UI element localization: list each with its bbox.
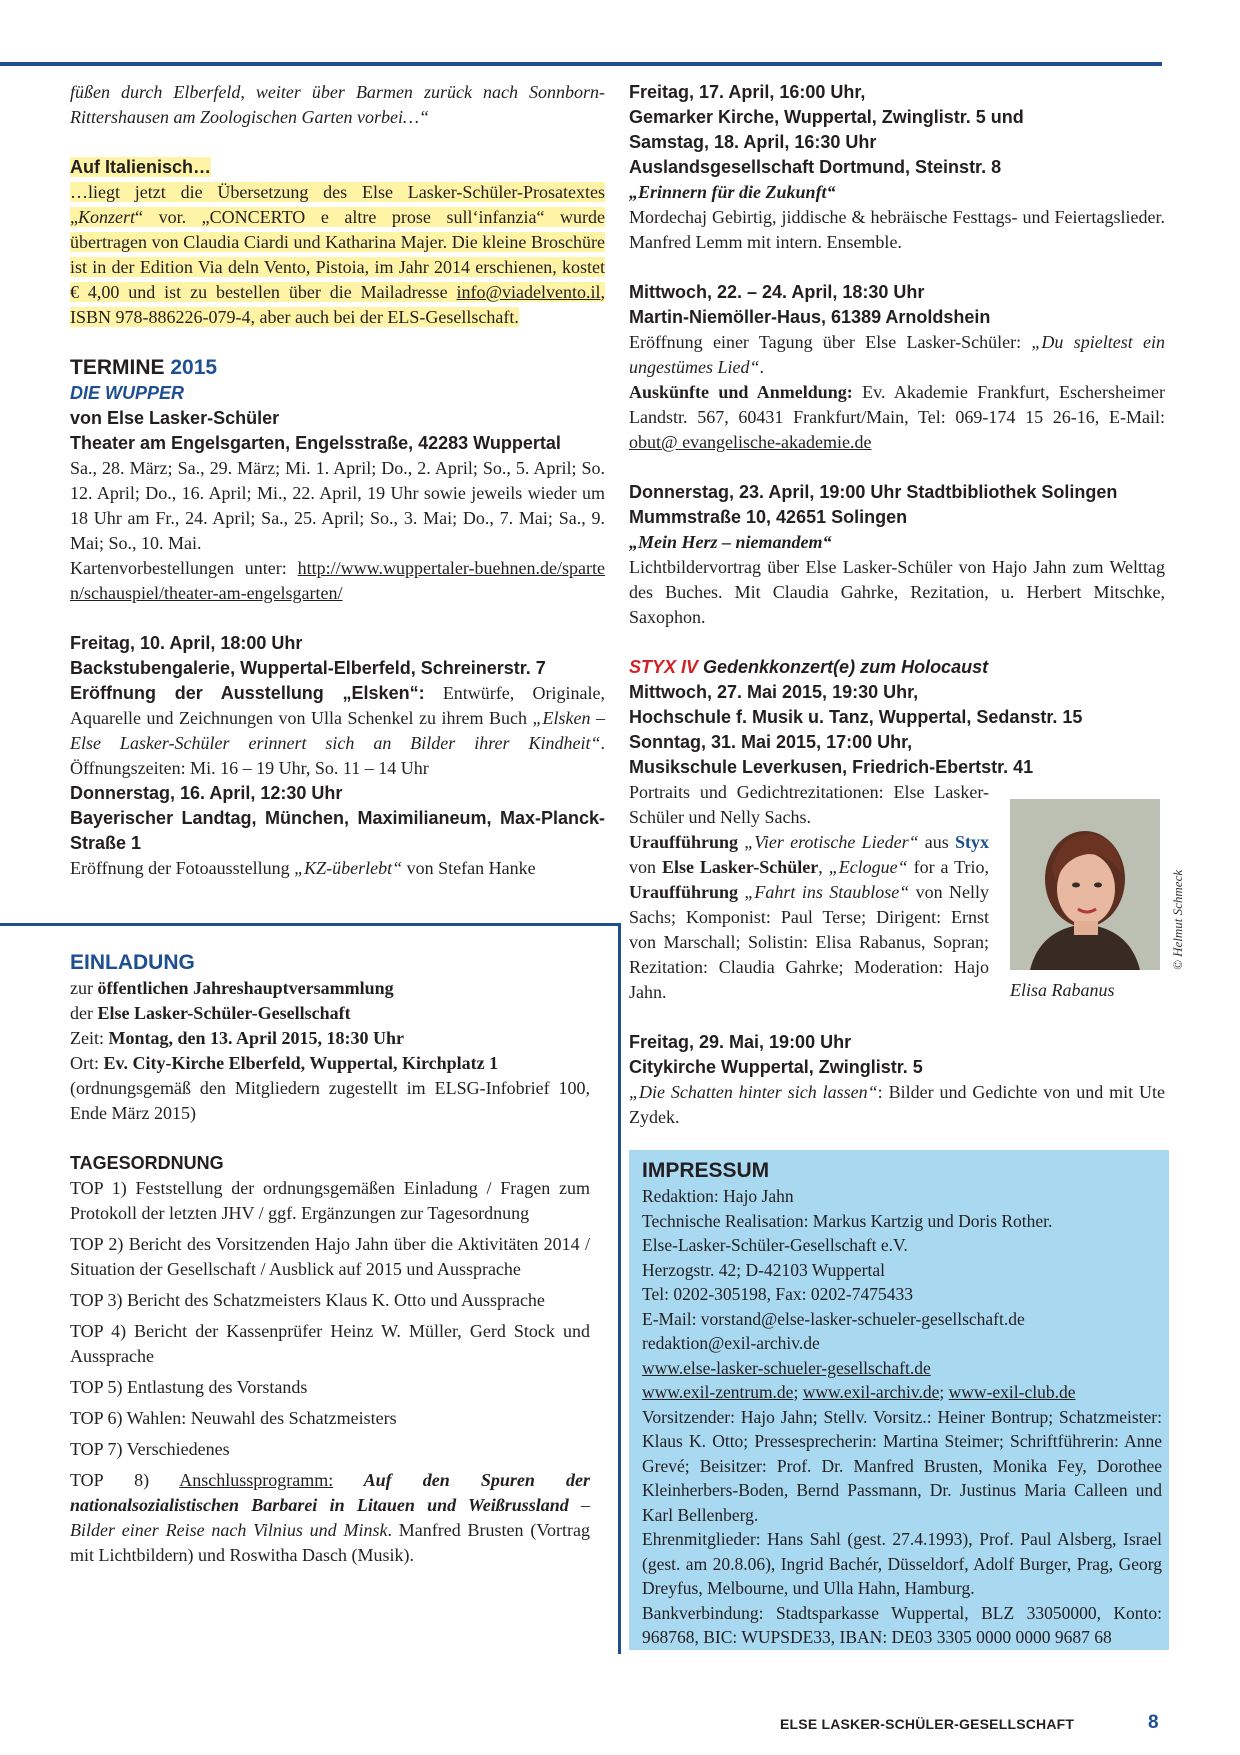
impressum-section: IMPRESSUM Redaktion: Hajo Jahn Technische Realisation: Markus Kartzig und Doris Rother. Else-Lasker-Schüler-Gesellschaft e.V. Herzogstr. 42; D-42103 Wuppertal Tel: 0202-305198, Fax: 0202-7475433 E-Mail: vorstand@else-lasker-schueler-gesellschaft.de redaktion@exil-archiv.de www.else-lasker-schueler-gesellschaft.de www.exil-zentrum.de; www.exil-archiv.de; www-exil-club.de Vorsitzender: Hajo Jahn; Stellv. Vorsitz.: Heiner Bontrup; Schatzmeister: Klaus K. Otto; Pressesprecherin: Martina Steimer; Schriftführerin: Anne Grevé; Beisitzer: Prof. Dr. Manfred Brusten, Monika Fey, Dorothee Kleinherbers-Boden, Bernd Passmann, Dr. Justinus Maria Calleen und Karl Bellenberg. Ehrenmitglieder: Hans Sahl (gest. 27.4.1993), Prof. Paul Alsberg, Israel (gest. am 20.8.06), Ingrid Bachér, Düsseldorf, Adolf Burger, Prag, Georg Dreyfus, Melbourne, und Ulla Hahn, Hamburg. Bankverbindung: Stadtsparkasse Wuppertal, BLZ 33050000, Konto: 968768, BIC: WUPSDE33, IBAN: DE03 3305 0000 0000 9687 68 [642,1158,1162,1650]
event-april-17-title: „Erinnern für die Zukunft“ [629,182,836,202]
akademie-email-link[interactable]: obut@ evangelische-akademie.de [629,432,872,452]
impressum-email-2: redaktion@exil-archiv.de [642,1333,820,1353]
event-april-10-text: Eröffnung der Ausstellung „Elsken“: Entwürfe, Originale, Aquarelle und Zeichnungen von Ulla Schenkel zu ihrem Buch „Elsken – Else Lasker-Schüler erinnert sich an Bilder ihrer Kindheit“. Öffnungszeiten: Mi. 16 – 19 Uhr, So. 11 – 14 Uhr [70,683,606,778]
einladung-line-2: der Else Lasker-Schüler-Gesellschaft [70,1003,351,1023]
termine-tickets: Kartenvorbestellungen unter: http://www.wuppertaler-buehnen.de/sparten/schauspiel/theater-am-engelsgarten/ [70,558,605,603]
event-april-22-info: Auskünfte und Anmeldung: Ev. Akademie Frankfurt, Eschersheimer Landstr. 567, 60431 Frankfurt/Main, Tel: 069-174 15 26-16, E-Mail: obut@ evangelische-akademie.de [629,382,1165,452]
einladung-time: Zeit: Montag, den 13. April 2015, 18:30 Uhr [70,1028,405,1048]
footer-label: ELSE LASKER-SCHÜLER-GESELLSCHAFT [780,1716,1075,1732]
agenda-item-2: TOP 2) Bericht des Vorsitzenden Hajo Jahn über die Aktivitäten 2014 / Situation der Gesellschaft / Ausblick auf 2015 und Aussprache [70,1234,590,1279]
italian-title: Konzert [78,207,136,227]
photo-credit: © Helmut Schmeck [1170,869,1185,970]
event-april-16-date: Donnerstag, 16. April, 12:30 Uhr [70,783,343,803]
termine-author: von Else Lasker-Schüler [70,408,280,428]
event-april-10-date: Freitag, 10. April, 18:00 Uhr [70,633,303,653]
agenda-item-8: TOP 8) Anschlussprogramm: Auf den Spuren der nationalsozialistischen Barbarei in Litauen und Weißrussland – Bilder einer Reise nach Vilnius und Minsk. Manfred Brusten (Vortrag mit Lichtbildern) und Roswitha Dasch (Musik). [70,1470,591,1565]
impressum-email: E-Mail: vorstand@else-lasker-schueler-gesellschaft.de [642,1308,1025,1329]
event-may-29: Freitag, 29. Mai, 19:00 Uhr Citykirche Wuppertal, Zwinglistr. 5 „Die Schatten hinter sich lassen“: Bilder und Gedichte von und mit Ute Zydek. [629,1032,1166,1127]
impressum-bank: Bankverbindung: Stadtsparkasse Wuppertal, BLZ 33050000, Konto: 968768, BIC: WUPSDE33, IBAN: DE03 3305 0000 0000 9687 68 [642,1602,1162,1647]
event-april-17: Freitag, 17. April, 16:00 Uhr, Gemarker Kirche, Wuppertal, Zwinglistr. 5 und Samstag, 18. April, 16:30 Uhr Auslandsgesellschaft Dortmund, Steinstr. 8 „Erinnern für die Zukunft“ Mordechaj Gebirtig, jiddische & hebräische Festtags- und Feiertagslieder. Manfred Lemm mit intern. Ensemble. [629,80,1165,255]
event-april-22-text: Eröffnung einer Tagung über Else Lasker-Schüler: „Du spieltest ein ungestümes Lied“. [629,332,1165,377]
exil-club-link[interactable]: www-exil-club.de [948,1382,1076,1402]
impressum-honor: Ehrenmitglieder: Hans Sahl (gest. 27.4.1993), Prof. Paul Alsberg, Israel (gest. am 20.8.06), Ingrid Bachér, Düsseldorf, Adolf Burger, Prag, Georg Dreyfus, Melbourne, und Ulla Hahn, Hamburg. [642,1529,1162,1598]
impressum-title: IMPRESSUM [642,1159,770,1182]
event-april-10 [70,631,605,781]
styx-text-2: Uraufführung „Vier erotische Lieder“ aus Styx von Else Lasker-Schüler, „Eclogue“ for a Trio, Uraufführung „Fahrt ins Staublose“ von Nelly Sachs; Komponist: Paul Terse; Dirigent: Ernst von Marschall; Solistin: Elisa Rabanus, Sopran; Rezitation: Claudia Gahrke; Moderation: Hajo Jahn. [629,832,990,1002]
italian-section [70,155,605,330]
styx-heading: STYX IV Gedenkkonzert(e) zum Holocaust [629,657,989,677]
event-april-23: Donnerstag, 23. April, 19:00 Uhr Stadtbibliothek Solingen Mummstraße 10, 42651 Solingen „Mein Herz – niemandem“ Lichtbildervortrag über Else Lasker-Schüler von Hajo Jahn zum Welttag des Buches. Mit Claudia Gahrke, Rezitation, u. Herbert Mitschke, Saxophon. [629,482,1165,627]
exil-links: www.exil-zentrum.de; www.exil-archiv.de; www-exil-club.de [642,1382,1076,1402]
exil-archiv-link[interactable]: www.exil-archiv.de [802,1382,940,1402]
italian-heading: Auf Italienisch… [70,157,212,177]
right-column [629,80,1165,1130]
italian-email-link[interactable]: info@viadelvento.il [456,282,601,302]
einladung-place: Ort: Ev. City-Kirche Elberfeld, Wuppertal, Kirchplatz 1 [70,1053,499,1073]
website-link[interactable]: www.else-lasker-schueler-gesellschaft.de [642,1357,931,1378]
termine-title: TERMINE 2015 [70,356,218,379]
left-column [70,80,605,881]
einladung-title: EINLADUNG [70,951,195,974]
agenda-item-7: TOP 7) Verschiedenes [70,1439,230,1459]
portrait-photo [1010,799,1160,970]
photo-caption: Elisa Rabanus [1010,980,1115,1000]
event-april-16 [70,781,605,881]
agenda-item-3: TOP 3) Bericht des Schatzmeisters Klaus K. Otto und Aussprache [70,1290,545,1310]
tickets-link[interactable]: http://www.wuppertaler-buehnen.de/sparten/schauspiel/theater-am-engelsgarten/ [70,558,605,603]
einladung-line-1: zur öffentlichen Jahreshauptversammlung [70,978,394,998]
termine-dates: Sa., 28. März; Sa., 29. März; Mi. 1. April; Do., 2. April; So., 5. April; So. 12. April; Do., 16. April; Mi., 22. April, 19 Uhr sowie jeweils wieder um 18 Uhr am Fr., 24. April; Sa., 25. April; So., 3. Mai; Do., 7. Mai; Sa., 9. Mai; So., 10. Mai. [70,458,605,553]
event-april-16-text: Eröffnung der Fotoausstellung „KZ-überlebt“ von Stefan Hanke [70,858,536,878]
italian-text-2: “ vor. „CONCERTO e altre prose sull‘infanzia“ wurde übertragen von Claudia Ciardi und Katharina Majer. Die kleine Broschüre ist in der Edition Via deln Vento, Pistoia, im Jahr 2014 erschienen, kostet € 4,00 und ist zu bestellen über die Mailadresse [70,207,605,302]
einladung-section [70,950,590,1574]
portrait-illustration [1010,799,1160,970]
agenda-item-4: TOP 4) Bericht der Kassenprüfer Heinz W. Müller, Gerd Stock und Aussprache [70,1321,590,1366]
agenda-item-5: TOP 5) Entlastung des Vorstands [70,1377,308,1397]
event-april-17-text: Mordechaj Gebirtig, jiddische & hebräische Festtags- und Feiertagslieder. Manfred Lemm mit intern. Ensemble. [629,207,1165,252]
italian-text-3: , ISBN 978-886226-079-4, aber auch bei der ELS-Gesellschaft. [70,282,605,327]
event-april-22: Mittwoch, 22. – 24. April, 18:30 Uhr Martin-Niemöller-Haus, 61389 Arnoldshein Eröffnung einer Tagung über Else Lasker-Schüler: „Du spieltest ein ungestümes Lied“. Auskünfte und Anmeldung: Ev. Akademie Frankfurt, Eschersheimer Landstr. 567, 60431 Frankfurt/Main, Tel: 069-174 15 26-16, E-Mail: obut@ evangelische-akademie.de [629,280,1165,455]
event-april-16-venue: Bayerischer Landtag, München, Maximilianeum, Max-Planck-Straße 1 [70,808,605,853]
styx-text-1: Portraits und Gedichtrezitationen: Else Lasker-Schüler und Nelly Sachs. [629,782,989,827]
agenda-item-6: TOP 6) Wahlen: Neuwahl des Schatzmeisters [70,1408,397,1428]
impressum-board: Vorsitzender: Hajo Jahn; Stellv. Vorsitz.: Heiner Bontrup; Schatzmeister: Klaus K. Otto; Pressesprecherin: Martina Steimer; Schriftführerin: Anne Grevé; Beisitzer: Prof. Dr. Manfred Brusten, Monika Fey, Dorothee Kleinherbers-Boden, Bernd Passmann, Dr. Justinus Maria Calleen und Karl Bellenberg. [642,1406,1162,1525]
page-number: 8 [1148,1712,1159,1733]
exil-zentrum-link[interactable]: www.exil-zentrum.de [642,1382,794,1402]
italian-text-1: …liegt jetzt die Übersetzung des Else Lasker-Schüler-Prosatextes „ [70,182,605,227]
event-styx: STYX IV Gedenkkonzert(e) zum Holocaust Mittwoch, 27. Mai 2015, 19:30 Uhr, Hochschule f. Musik u. Tanz, Wuppertal, Sedanstr. 15 Sonntag, 31. Mai 2015, 17:00 Uhr, Musikschule Leverkusen, Friedrich-Ebertstr. 41 Portraits und Gedichtrezitationen: Else Lasker-Schüler und Nelly Sachs. Uraufführung „Vier erotische Lieder“ aus Styx von Else Lasker-Schüler, „Eclogue“ for a Trio, Uraufführung „Fahrt ins Staublose“ von Nelly Sachs; Komponist: Paul Terse; Dirigent: Ernst von Marschall; Solistin: Elisa Rabanus, Sopran; Rezitation: Claudia Gahrke; Moderation: Hajo Jahn. [629,655,989,1005]
agenda-item-1: TOP 1) Feststellung der ordnungsgemäßen Einladung / Fragen zum Protokoll der letzten JHV / ggf. Ergänzungen zur Tagesordnung [70,1178,590,1223]
intro-quote: füßen durch Elberfeld, weiter über Barmen zurück nach Sonnborn-Rittershausen am Zoologischen Garten vorbei…“ [70,82,605,127]
termine-venue: Theater am Engelsgarten, Engelsstraße, 42283 Wuppertal [70,433,561,453]
einladung-note: (ordnungsgemäß den Mitgliedern zugestellt im ELSG-Infobrief 100, Ende März 2015) [70,1078,590,1123]
agenda-title: TAGESORDNUNG [70,1153,224,1173]
termine-section [70,355,605,606]
top-rule [0,62,1162,66]
termine-subtitle: DIE WUPPER [70,383,185,403]
event-april-10-venue: Backstubengalerie, Wuppertal-Elberfeld, Schreinerstr. 7 [70,658,546,678]
